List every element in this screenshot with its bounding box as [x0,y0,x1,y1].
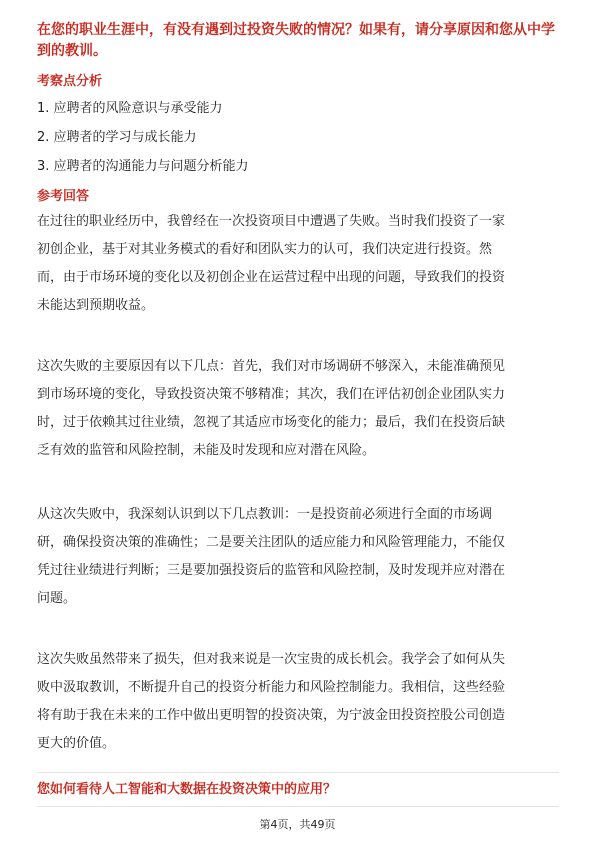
analysis-point-3: 3. 应聘者的沟通能力与问题分析能力 [37,159,249,174]
answer-paragraph-3: 从这次失败中，我深刻认识到以下几点教训：一是投资前必须进行全面的市场调 研，确保投资决策的准确性；二是要关注团队的适应能力和风险管理能力，不能仅 凭过往业绩进行判断；三是要加强投资后的监管和风险控制，及时发现并应对潜在 问题。 [37,507,506,606]
answer-paragraph-2: 这次失败的主要原因有以下几点：首先，我们对市场调研不够深入，未能准确预见 到市场环境的变化，导致投资决策不够精准；其次，我们在评估初创企业团队实力 时，过于依赖其过往业绩，忽视了其适应市场变化的能力；最后，我们在投资后缺 乏有效的监管和风险控制，未能及时发现和应对潜在风险。 [37,359,506,458]
analysis-point-1: 1. 应聘者的风险意识与承受能力 [37,101,223,116]
page-number: 第4页，共49页 [259,818,336,831]
analysis-point-2: 2. 应聘者的学习与成长能力 [37,130,197,145]
question-title: 在您的职业生涯中，有没有遇到过投资失败的情况？如果有，请分享原因和您从中学到的教训。 [37,22,555,59]
answer-paragraph-4: 这次失败虽然带来了损失，但对我来说是一次宝贵的成长机会。我学会了如何从失 败中汲取教训，不断提升自己的投资分析能力和风险控制能力。我相信，这些经验 将有助于我在未来的工作中做出更明智的投资决策，为宁波金田投资控股公司创造 更大的价值。 [37,652,506,751]
analysis-heading: 考察点分析 [37,74,103,89]
answer-paragraph-1: 在过往的职业经历中，我曾经在一次投资项目中遭遇了失败。当时我们投资了一家 初创企业，基于对其业务模式的看好和团队实力的认可，我们决定进行投资。然 而，由于市场环境的变化以及初创企业在运营过程中出现的问题，导致我们的投资 未能达到预期收益。 [37,214,506,313]
next-question-title: 您如何看待人工智能和大数据在投资决策中的应用？ [37,782,337,797]
answer-heading: 参考回答 [37,189,90,204]
section-divider [37,772,559,773]
footer-divider [37,806,559,807]
